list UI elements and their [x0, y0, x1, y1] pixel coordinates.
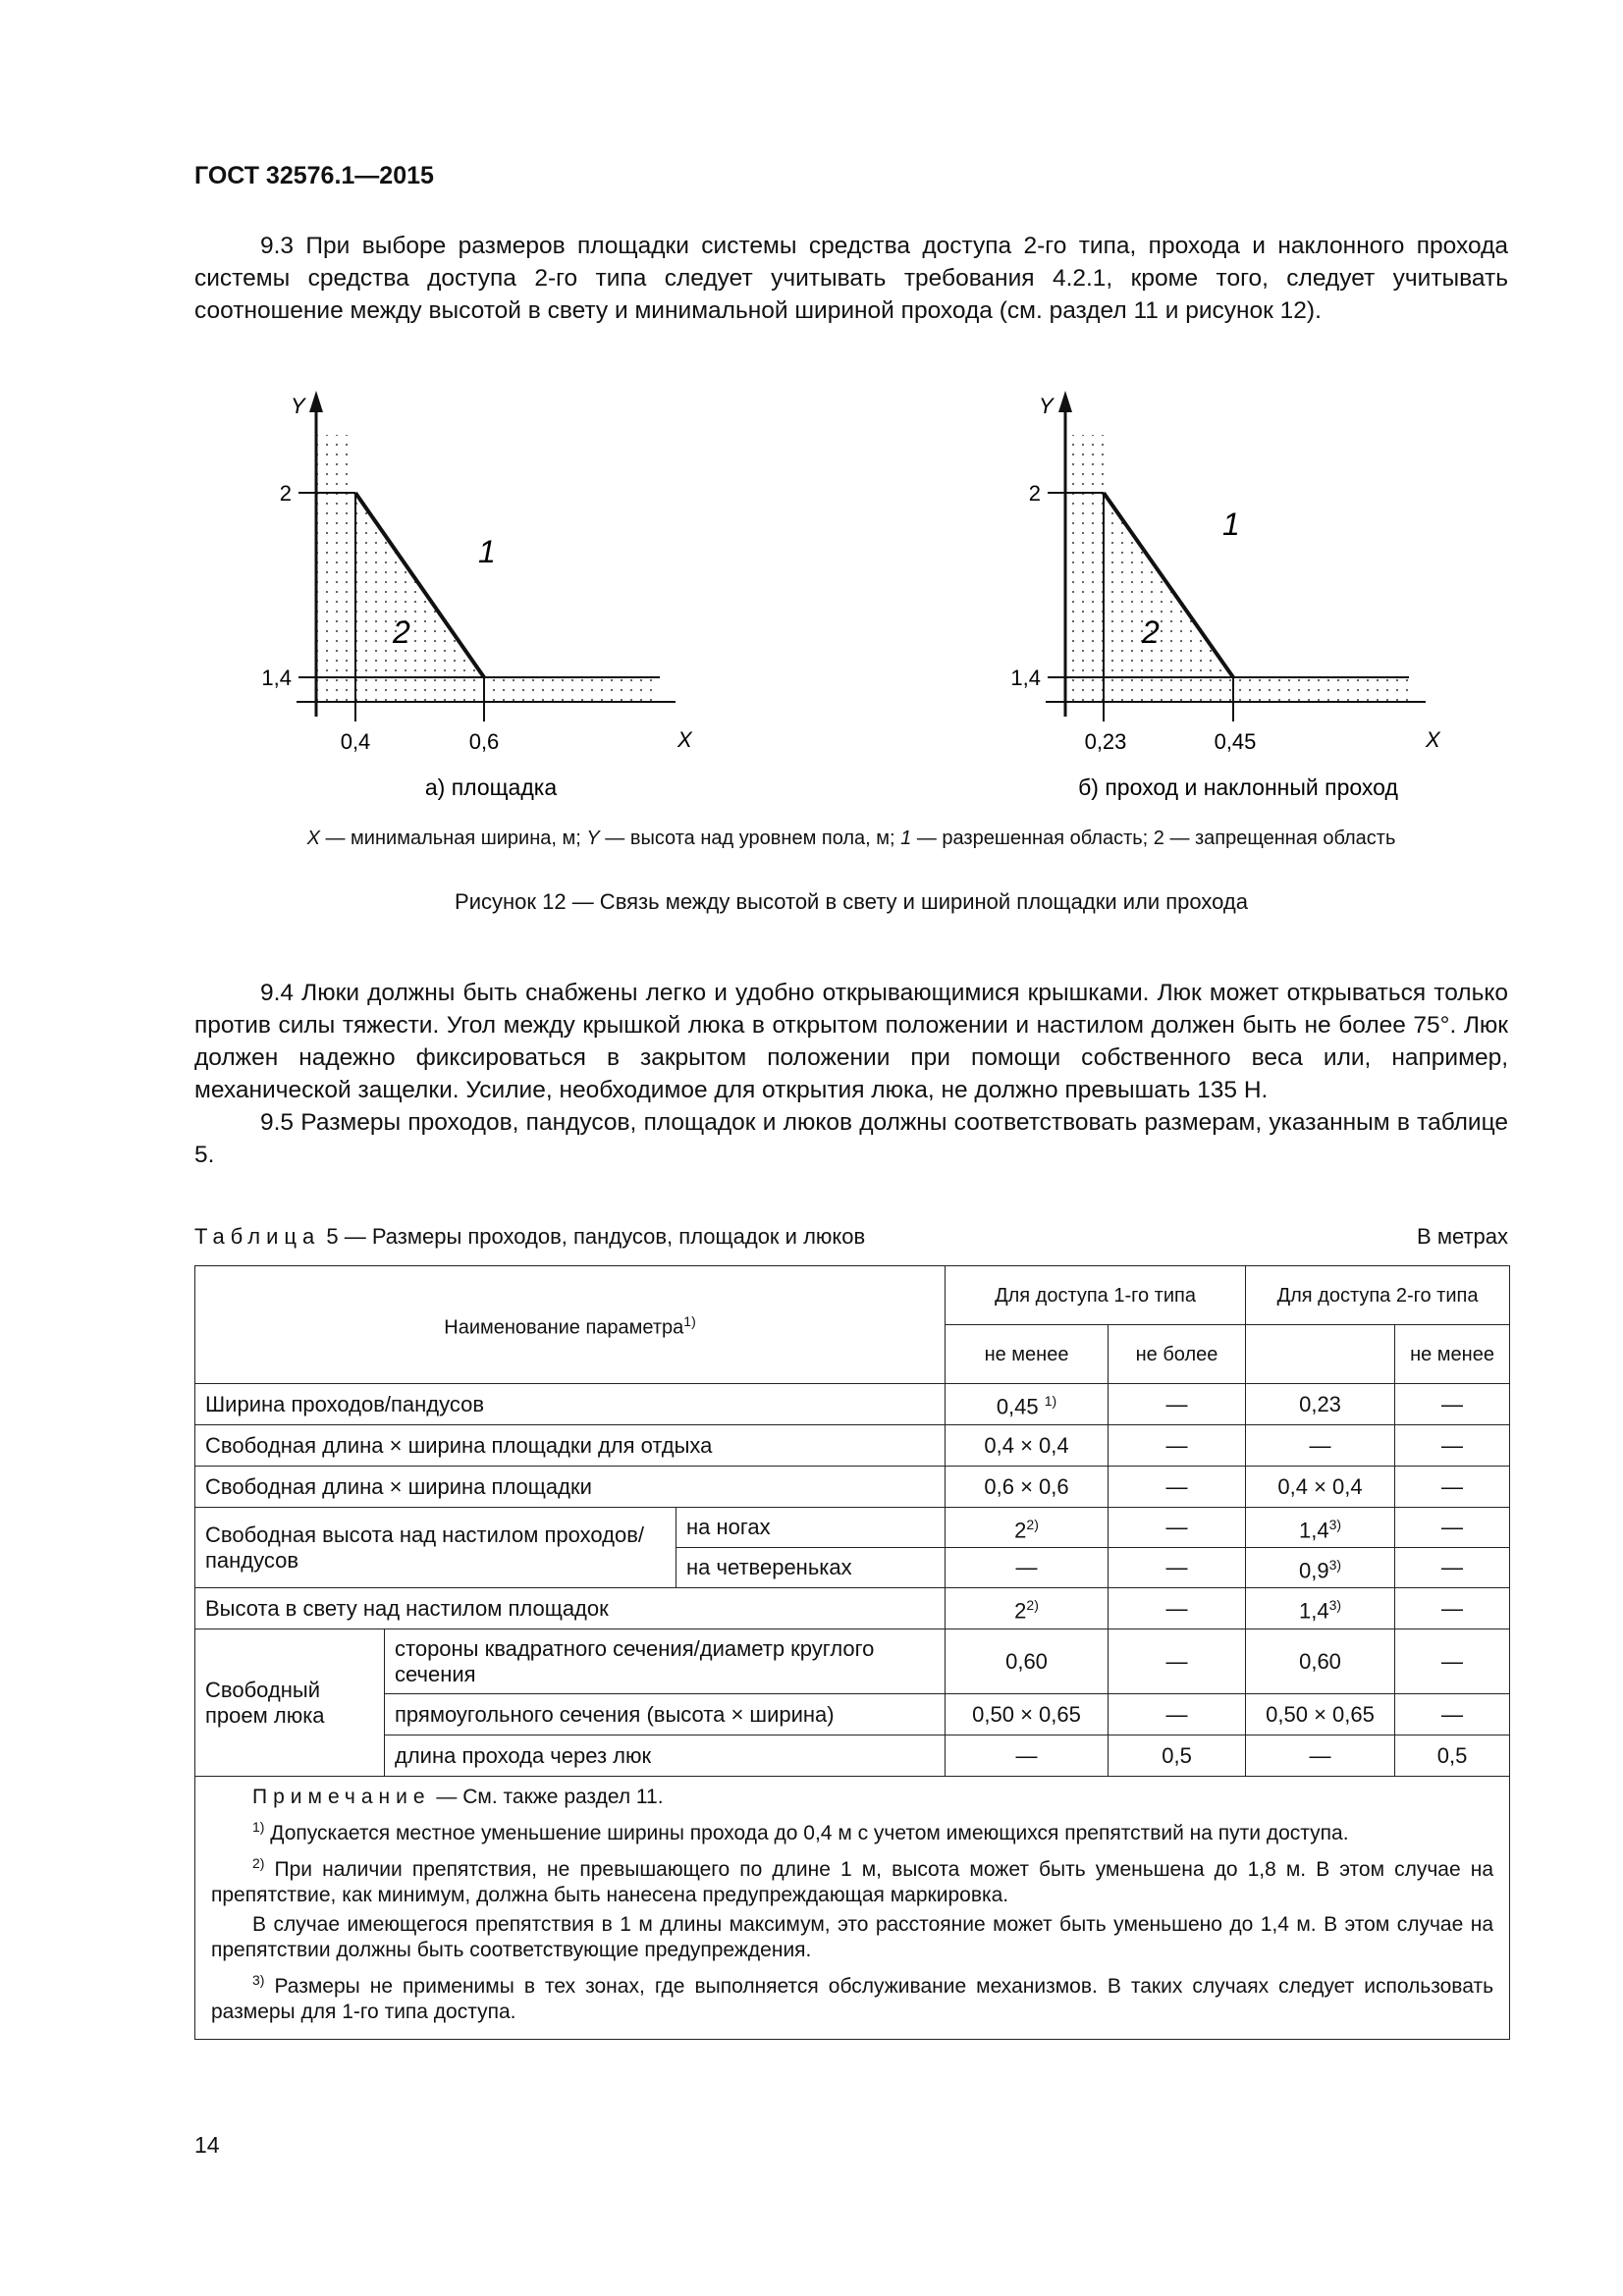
- row1-v4: —: [1395, 1384, 1510, 1425]
- row3-v3: 0,4 × 0,4: [1246, 1467, 1395, 1508]
- table-row: [195, 1467, 1510, 1508]
- x-tick-06-left: 0,6: [468, 729, 500, 754]
- legend-x-text: — минимальная ширина, м;: [319, 828, 587, 849]
- row6b-sub: прямоугольного сечения (высота × ширина): [385, 1694, 946, 1735]
- paragraph-9-4-text: 9.4 Люки должны быть снабжены легко и удобно открывающимися крышками. Люк может открываться только против силы тяжести. Угол между крышкой люка в открытом положении и настилом должен быть не более 75°. Люк должен надежно фиксироваться в закрытом положении при помощи собственного веса или, например, механической защелки. Усилие, необходимое для открытия люка, не должно превышать 135 Н.: [194, 980, 1508, 1103]
- table-units: В метрах: [1417, 1224, 1508, 1249]
- region-label-1-left: 1: [478, 534, 496, 569]
- region-label-2-right: 2: [1142, 614, 1160, 650]
- footnote-2b: В случае имеющегося препятствия в 1 м длины максимум, это расстояние может быть уменьшено до 1,4 м. В этом случае на препятствии должны быть соответствующие предупреждения.: [211, 1913, 1494, 1961]
- row5-v3: 1,4: [1298, 1598, 1329, 1624]
- footnote-1-text: Допускается местное уменьшение ширины прохода до 0,4 м с учетом имеющихся препятствий на пути доступа.: [264, 1822, 1349, 1844]
- row4b-v2: —: [1109, 1548, 1246, 1588]
- y-arrow-right: [1058, 391, 1072, 412]
- table-row: [195, 1694, 1510, 1735]
- table-caption: [194, 1224, 865, 1250]
- table-row: [195, 1735, 1510, 1777]
- row1-v1-sup: 1): [1044, 1393, 1057, 1410]
- row4-name: Свободная высота над настилом проходов/пандусов: [195, 1508, 676, 1588]
- region-label-2-left: 2: [393, 614, 410, 650]
- forbidden-region-right: [1065, 435, 1409, 702]
- row4a-v1-sup: 2): [1026, 1516, 1039, 1532]
- y-axis-label-right: Y: [1039, 394, 1054, 418]
- row6b-v3: 0,50 × 0,65: [1246, 1694, 1395, 1735]
- row4a-v3: 1,4: [1298, 1518, 1329, 1543]
- row6a-v2: —: [1109, 1629, 1246, 1694]
- footnote-3-text: Размеры не применимы в тех зонах, где выполняется обслуживание механизмов. В таких случаях следует использовать размеры для 1-го типа доступа.: [211, 1975, 1494, 2023]
- chart-left: [261, 391, 693, 754]
- header-param-cell: [195, 1266, 946, 1384]
- row2-v1: 0,4 × 0,4: [946, 1425, 1109, 1467]
- row5-v3-cell: [1246, 1588, 1395, 1629]
- footnote-3-mark: 3): [252, 1972, 265, 1988]
- row6c-v1: —: [946, 1735, 1109, 1777]
- legend-one-symbol: 1: [900, 828, 912, 849]
- row4b-v1: —: [946, 1548, 1109, 1588]
- header-type2: Для доступа 2-го типа: [1246, 1266, 1510, 1325]
- x-tick-04-left: 0,4: [340, 729, 371, 754]
- table-row: [195, 1629, 1510, 1694]
- row6b-v1: 0,50 × 0,65: [946, 1694, 1109, 1735]
- x-tick-023-right: 0,23: [1084, 729, 1127, 754]
- row6b-v4: —: [1395, 1694, 1510, 1735]
- row4b-sub: на четвереньках: [676, 1548, 946, 1588]
- figure-title: Рисунок 12 — Связь между высотой в свету и шириной площадки или прохода: [455, 889, 1248, 914]
- footnote-1-mark: 1): [252, 1819, 265, 1835]
- footnote-2-text: При наличии препятствия, не превышающего по длине 1 м, высота может быть уменьшена до 1,8 м. В этом случае на препятствие, как минимум, должна быть нанесена предупреждающая маркировка.: [211, 1858, 1494, 1906]
- note-main: [211, 1785, 1493, 1810]
- row5-v3-sup: 3): [1328, 1597, 1342, 1614]
- row4a-v1-cell: [946, 1508, 1109, 1548]
- row4b-v4: —: [1395, 1548, 1510, 1588]
- header-empty-2: [1246, 1325, 1395, 1384]
- row6c-sub: длина прохода через люк: [385, 1735, 946, 1777]
- row4b-v3-sup: 3): [1328, 1556, 1342, 1573]
- row4a-v3-sup: 3): [1328, 1516, 1342, 1532]
- x-tick-045-right: 0,45: [1214, 729, 1257, 754]
- row5-v1-cell: [946, 1588, 1109, 1629]
- caption-left: а) площадка: [424, 774, 558, 800]
- header-param: Наименование параметра: [444, 1316, 684, 1339]
- row1-v1-cell: [946, 1384, 1109, 1425]
- figure-12: [0, 0, 1623, 815]
- caption-right: б) проход и наклонный проход: [1078, 774, 1398, 800]
- row4a-v2: —: [1109, 1508, 1246, 1548]
- row5-name: Высота в свету над настилом площадок: [195, 1588, 946, 1629]
- note-rest: — См. также раздел 11.: [430, 1786, 664, 1808]
- row1-v2: —: [1109, 1384, 1246, 1425]
- table-caption-word: Таблица: [194, 1224, 321, 1249]
- row2-v2: —: [1109, 1425, 1246, 1467]
- row6-name: Свободный проем люка: [195, 1629, 385, 1777]
- y-tick-14-right: 1,4: [1010, 666, 1041, 690]
- row6b-v2: —: [1109, 1694, 1246, 1735]
- table-row: [195, 1508, 1510, 1548]
- y-tick-2-left: 2: [279, 481, 292, 506]
- row6c-v4: 0,5: [1395, 1735, 1510, 1777]
- document-header: ГОСТ 32576.1—2015: [194, 162, 434, 189]
- paragraph-9-4-9-5: [194, 977, 1508, 1171]
- header-param-sup: 1): [683, 1313, 696, 1330]
- table-caption-rest: 5 — Размеры проходов, пандусов, площадок и люков: [320, 1224, 866, 1249]
- footnote-3: [211, 1967, 1493, 2025]
- region-label-1-right: 1: [1222, 507, 1240, 542]
- table-row: [195, 1425, 1510, 1467]
- table-row: [195, 1384, 1510, 1425]
- row5-v4: —: [1395, 1588, 1510, 1629]
- row4b-v3: 0,9: [1298, 1558, 1329, 1583]
- footnote-2: [211, 1850, 1493, 1908]
- row4a-sub: на ногах: [676, 1508, 946, 1548]
- footnote-1: [211, 1814, 1493, 1846]
- legend-rest-text: — разрешенная область; 2 — запрещенная область: [911, 828, 1396, 849]
- row2-v4: —: [1395, 1425, 1510, 1467]
- header-min-2: не менее: [1395, 1325, 1510, 1384]
- row4a-v3-cell: [1246, 1508, 1395, 1548]
- row5-v1: 2: [1014, 1598, 1027, 1624]
- row6c-v3: —: [1246, 1735, 1395, 1777]
- row3-v1: 0,6 × 0,6: [946, 1467, 1109, 1508]
- row5-v2: —: [1109, 1588, 1246, 1629]
- row6a-v3: 0,60: [1246, 1629, 1395, 1694]
- y-tick-2-right: 2: [1028, 481, 1041, 506]
- x-axis-label-right: X: [1426, 727, 1440, 752]
- row6a-v1: 0,60: [946, 1629, 1109, 1694]
- row4b-v3-cell: [1246, 1548, 1395, 1588]
- row1-v1: 0,45: [996, 1394, 1039, 1419]
- row1-v3: 0,23: [1246, 1384, 1395, 1425]
- table-notes: [195, 1777, 1510, 2040]
- figure-legend: [194, 828, 1508, 850]
- row4a-v4: —: [1395, 1508, 1510, 1548]
- y-axis-label-left: Y: [291, 394, 305, 418]
- table-row: [195, 1588, 1510, 1629]
- header-type1: Для доступа 1-го типа: [946, 1266, 1246, 1325]
- row2-v3: —: [1246, 1425, 1395, 1467]
- row5-v1-sup: 2): [1026, 1597, 1039, 1614]
- note-word: Примечание: [252, 1786, 431, 1808]
- paragraph-9-3-text: 9.3 При выборе размеров площадки системы средства доступа 2-го типа, прохода и наклонного прохода системы средства доступа 2-го типа следует учитывать требования 4.2.1, кроме того, следует учитывать соотношение между высотой в свету и минимальной шириной прохода (см. раздел 11 и рисунок 12).: [194, 233, 1508, 324]
- legend-x-symbol: X: [306, 828, 320, 849]
- y-tick-14-left: 1,4: [261, 666, 292, 690]
- row3-v2: —: [1109, 1467, 1246, 1508]
- paragraph-9-5-text: 9.5 Размеры проходов, пандусов, площадок и люков должны соответствовать размерам, указанным в таблице 5.: [194, 1109, 1508, 1168]
- y-arrow-left: [309, 391, 323, 412]
- row6a-sub: стороны квадратного сечения/диаметр круглого сечения: [385, 1629, 946, 1694]
- row6c-v2: 0,5: [1109, 1735, 1246, 1777]
- table-5: [194, 1265, 1510, 2040]
- page-number: 14: [194, 2132, 220, 2158]
- header-max-1: не более: [1109, 1325, 1246, 1384]
- row4a-v1: 2: [1014, 1518, 1027, 1543]
- legend-y-symbol: Y: [586, 828, 600, 849]
- x-axis-label-left: X: [677, 727, 692, 752]
- chart-right: [1010, 391, 1441, 754]
- table-notes-row: [195, 1777, 1510, 2040]
- legend-y-text: — высота над уровнем пола, м;: [599, 828, 901, 849]
- header-min-1: не менее: [946, 1325, 1109, 1384]
- row3-name: Свободная длина × ширина площадки: [195, 1467, 946, 1508]
- footnote-2-mark: 2): [252, 1855, 265, 1871]
- row2-name: Свободная длина × ширина площадки для отдыха: [195, 1425, 946, 1467]
- row1-name: Ширина проходов/пандусов: [195, 1384, 946, 1425]
- row6a-v4: —: [1395, 1629, 1510, 1694]
- row3-v4: —: [1395, 1467, 1510, 1508]
